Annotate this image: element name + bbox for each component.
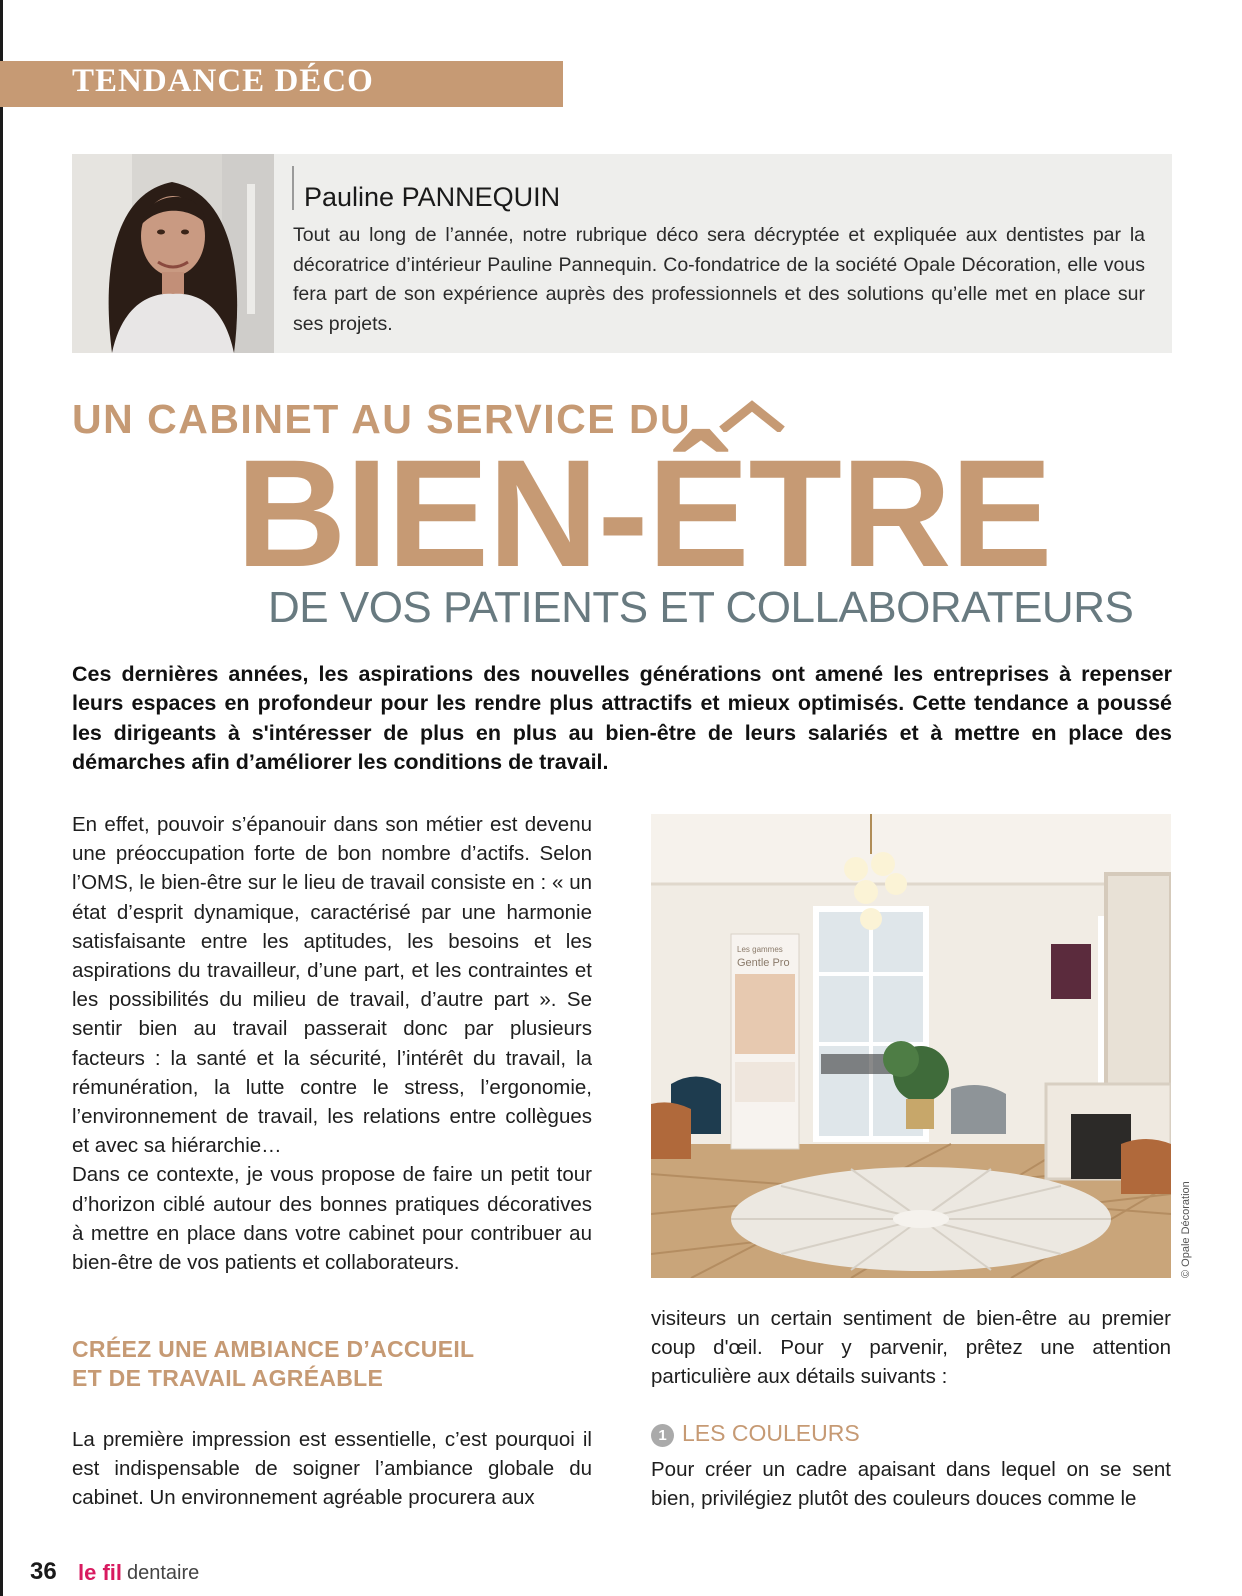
subhead-couleurs: LES COULEURS bbox=[682, 1420, 860, 1446]
headline-line1: UN CABINET AU SERVICE DU bbox=[72, 396, 692, 442]
author-name: Pauline PANNEQUIN bbox=[304, 182, 561, 212]
headline-big: BIEN-ÊTRE bbox=[236, 428, 1052, 599]
cabinet-photo bbox=[651, 814, 1171, 1278]
page-left-rule bbox=[0, 0, 3, 1596]
body-column-left bbox=[72, 810, 592, 1277]
body-paragraph-4: visiteurs un certain sentiment de bien-être au premier coup d'œil. Pour y parvenir, prêtez une attention particulière aux détails suivants : bbox=[651, 1307, 1171, 1389]
magazine-brand-dentaire: dentaire bbox=[127, 1562, 200, 1584]
banner-text-1: Les gammes bbox=[737, 945, 783, 954]
body-paragraph-3: La première impression est essentielle, c’est pourquoi il est indispensable de soigner l’ambiance globale du cabinet. Un environnement agréable procurera aux bbox=[72, 1428, 592, 1510]
author-bio: Tout au long de l’année, notre rubrique déco sera décryptée et expliquée aux dentistes par la décoratrice d’intérieur Pauline Pannequin. Co-fondatrice de la société Opale Décoration, elle vous fera part de son expérience auprès des professionnels et des solutions qu’elle met en place sur ses projets. bbox=[293, 224, 1145, 335]
number-badge: 1 bbox=[651, 1424, 674, 1447]
page-number: 36 bbox=[30, 1558, 57, 1585]
photo-credit: © Opale Décoration bbox=[1180, 1181, 1192, 1278]
body-paragraph-2: Dans ce contexte, je vous propose de faire un petit tour d’horizon ciblé autour des bonnes pratiques décoratives à mettre en place dans votre cabinet pour contribuer au bien-être de vos patients et collaborateurs. bbox=[72, 1163, 592, 1275]
subhead-ambiance bbox=[72, 1335, 592, 1393]
body-paragraph-1: En effet, pouvoir s’épanouir dans son métier est devenu une préoccupation forte de bon nombre d’actifs. Selon l’OMS, le bien-être sur le lieu de travail consiste en : « un état d’esprit dynamique, caractérisé par une harmonie satisfaisante entre les aptitudes, les besoins et les aspirations du travailleur, d’une part, et les contraintes et les possibilités du milieu de travail, d’autre part ». Se sentir bien au travail passerait donc par plusieurs facteurs : la santé et la sécurité, l’intérêt du travail, la rémunération, la lutte contre le stress, l’ergonomie, l’environnement de travail, les relations entre collègues et avec sa hiérarchie… bbox=[72, 813, 592, 1158]
section-title: TENDANCE DÉCO bbox=[72, 63, 374, 99]
author-photo bbox=[72, 154, 274, 353]
banner-text-2: Gentle Pro bbox=[737, 957, 790, 969]
author-divider bbox=[292, 166, 294, 210]
lead-paragraph: Ces dernières années, les aspirations des nouvelles générations ont amené les entreprises à repenser leurs espaces en profondeur pour les rendre plus attractifs et mieux optimisés. Cette tendance a poussé les dirigeants à s'intéresser de plus en plus au bien-être de leurs salariés et à mettre en place des démarches afin d’améliorer les conditions de travail. bbox=[72, 662, 1172, 774]
subhead-line-2: ET DE TRAVAIL AGRÉABLE bbox=[72, 1365, 384, 1391]
subhead-line-1: CRÉEZ UNE AMBIANCE D’ACCUEIL bbox=[72, 1336, 475, 1362]
headline-sub: DE VOS PATIENTS ET COLLABORATEURS bbox=[268, 583, 1134, 632]
body-paragraph-5: Pour créer un cadre apaisant dans lequel on se sent bien, privilégiez plutôt des couleurs douces comme le bbox=[651, 1458, 1171, 1511]
magazine-brand-lefil: le fil bbox=[78, 1560, 123, 1585]
